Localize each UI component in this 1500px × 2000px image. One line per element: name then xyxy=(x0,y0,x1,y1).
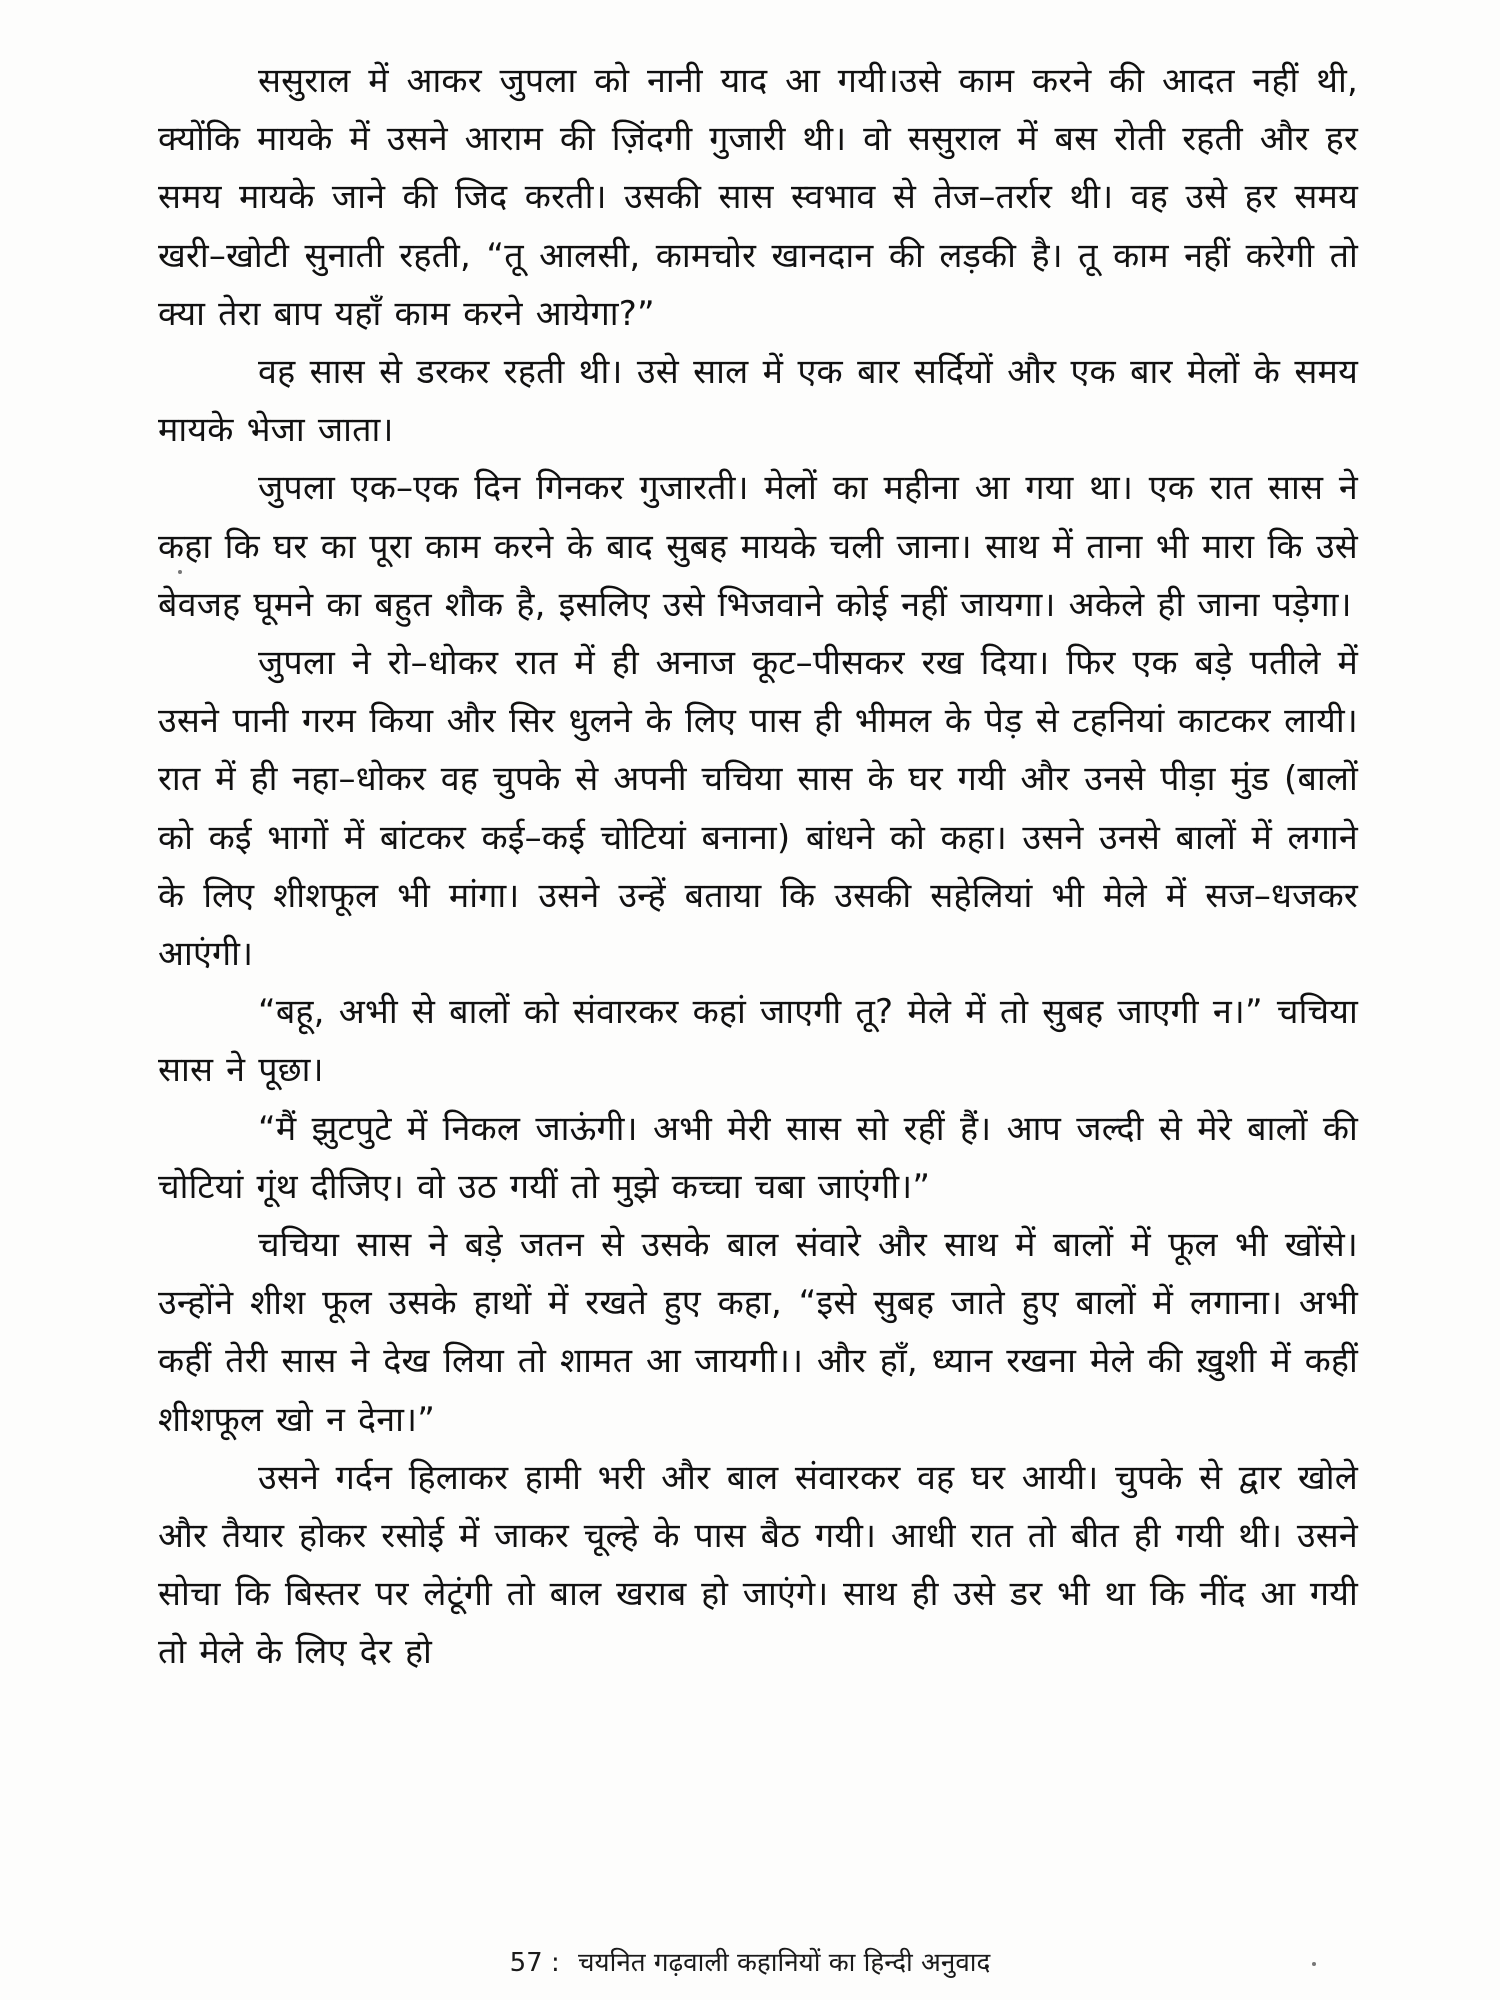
paragraph: जुपला ने रो–धोकर रात में ही अनाज कूट–पीसकर रख दिया। फिर एक बड़े पतीले में उसने पानी गरम किया और सिर धुलने के लिए पास ही भीमल के पेड़ से टहनियां काटकर लायी। रात में ही नहा–धोकर वह चुपके से अपनी चचिया सास के घर गयी और उनसे पीड़ा मुंड (बालों को कई भागों में बांटकर कई–कई चोटियां बनाना) बांधने को कहा। उसने उनसे बालों में लगाने के लिए शीशफूल भी मांगा। उसने उन्हें बताया कि उसकी सहेलियां भी मेले में सज–धजकर आएंगी। xyxy=(158,643,1358,975)
page-footer xyxy=(0,1945,1500,1981)
paragraph: “बहू, अभी से बालों को संवारकर कहां जाएगी तू? मेले में तो सुबह जाएगी न।” चचिया सास ने पूछा। xyxy=(158,992,1358,1091)
body-text xyxy=(158,52,1358,1682)
scan-speck xyxy=(1312,1962,1316,1966)
paragraph: जुपला एक–एक दिन गिनकर गुजारती। मेलों का महीना आ गया था। एक रात सास ने कहा कि घर का पूरा काम करने के बाद सुबह मायके चली जाना। साथ में ताना भी मारा कि उसे बेवजह घूमने का बहुत शौक है, इसलिए उसे भिजवाने कोई नहीं जायगा। अकेले ही जाना पड़ेगा। xyxy=(158,468,1358,625)
paragraph: चचिया सास ने बड़े जतन से उसके बाल संवारे और साथ में बालों में फूल भी खोंसे। उन्होंने शीश फूल उसके हाथों में रखते हुए कहा, “इसे सुबह जाते हुए बालों में लगाना। अभी कहीं तेरी सास ने देख लिया तो शामत आ जायगी।। और हाँ, ध्यान रखना मेले की ख़ुशी में कहीं शीशफूल खो न देना।” xyxy=(158,1225,1358,1440)
paragraph: वह सास से डरकर रहती थी। उसे साल में एक बार सर्दियों और एक बार मेलों के समय मायके भेजा जाता। xyxy=(158,352,1358,451)
paragraph: उसने गर्दन हिलाकर हामी भरी और बाल संवारकर वह घर आयी। चुपके से द्वार खोले और तैयार होकर रसोई में जाकर चूल्हे के पास बैठ गयी। आधी रात तो बीत ही गयी थी। उसने सोचा कि बिस्तर पर लेटूंगी तो बाल खराब हो जाएंगे। साथ ही उसे डर भी था कि नींद आ गयी तो मेले के लिए देर हो xyxy=(158,1457,1358,1673)
page-number: 57 : xyxy=(509,1948,560,1978)
book-title: चयनित गढ़वाली कहानियों का हिन्दी अनुवाद xyxy=(578,1948,991,1978)
scan-speck xyxy=(178,570,182,574)
paragraph: ससुराल में आकर जुपला को नानी याद आ गयी।उसे काम करने की आदत नहीं थी, क्योंकि मायके में उसने आराम की ज़िंदगी गुजारी थी। वो ससुराल में बस रोती रहती और हर समय मायके जाने की जिद करती। उसकी सास स्वभाव से तेज–तर्रार थी। वह उसे हर समय खरी–खोटी सुनाती रहती, “तू आलसी, कामचोर खानदान की लड़की है। तू काम नहीं करेगी तो क्या तेरा बाप यहाँ काम करने आयेगा?” xyxy=(158,61,1358,334)
paragraph: “मैं झुटपुटे में निकल जाऊंगी। अभी मेरी सास सो रहीं हैं। आप जल्दी से मेरे बालों की चोटियां गूंथ दीजिए। वो उठ गयीं तो मुझे कच्चा चबा जाएंगी।” xyxy=(158,1108,1358,1207)
